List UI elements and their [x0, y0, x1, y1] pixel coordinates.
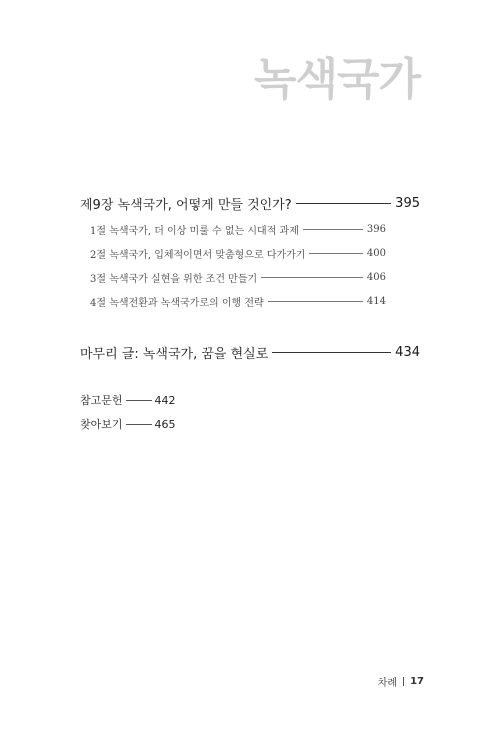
- page-footer: [378, 674, 424, 689]
- toc-leader-line: [272, 352, 391, 353]
- toc-page-number: 434: [395, 345, 420, 360]
- toc-leader-line: [126, 400, 152, 401]
- toc-leader-line: [296, 203, 392, 204]
- toc-leader-line: [268, 301, 363, 302]
- toc-chapter-label: 마무리 글: 녹색국가, 꿈을 현실로: [80, 347, 269, 362]
- toc-section-label: 4절 녹색전환과 녹색국가로의 이행 전략: [90, 298, 264, 309]
- toc-section-2[interactable]: [90, 246, 386, 261]
- footer-page-number: 17: [410, 676, 424, 687]
- toc-leader-line: [126, 424, 152, 425]
- section-title: 녹색국가: [253, 54, 420, 105]
- toc-chapter-label: 제9장 녹색국가, 어떻게 만들 것인가?: [80, 198, 292, 213]
- toc-section-3[interactable]: [90, 270, 386, 285]
- toc-leader-line: [309, 253, 362, 254]
- toc-page-number: 400: [366, 248, 386, 259]
- toc-page-number: 442: [154, 393, 176, 407]
- toc-references-label: 참고문헌: [80, 394, 123, 407]
- footer-divider: [403, 677, 404, 686]
- toc-section-label: 3절 녹색국가 실현을 위한 조건 만들기: [90, 274, 258, 285]
- toc-section-4[interactable]: [90, 294, 386, 309]
- toc-leader-line: [261, 277, 363, 278]
- toc-chapter-9[interactable]: [80, 194, 420, 213]
- toc-leader-line: [303, 229, 363, 230]
- toc-page-number: 396: [366, 224, 386, 235]
- toc-section-label: 2절 녹색국가, 입체적이면서 맞춤형으로 다가가기: [90, 250, 306, 261]
- toc-page-number: 465: [154, 417, 176, 431]
- toc-index-label: 찾아보기: [80, 418, 123, 431]
- toc-page-number: 414: [366, 296, 386, 307]
- toc-index[interactable]: [80, 416, 176, 432]
- toc-references[interactable]: [80, 392, 176, 408]
- toc-page-number: 395: [395, 196, 420, 211]
- toc-section-label: 1절 녹색국가, 더 이상 미룰 수 없는 시대적 과제: [90, 226, 299, 237]
- footer-section-label: 차례: [377, 678, 398, 689]
- toc-page-number: 406: [366, 272, 386, 283]
- toc-section-1[interactable]: [90, 222, 386, 237]
- toc-closing[interactable]: [80, 343, 420, 362]
